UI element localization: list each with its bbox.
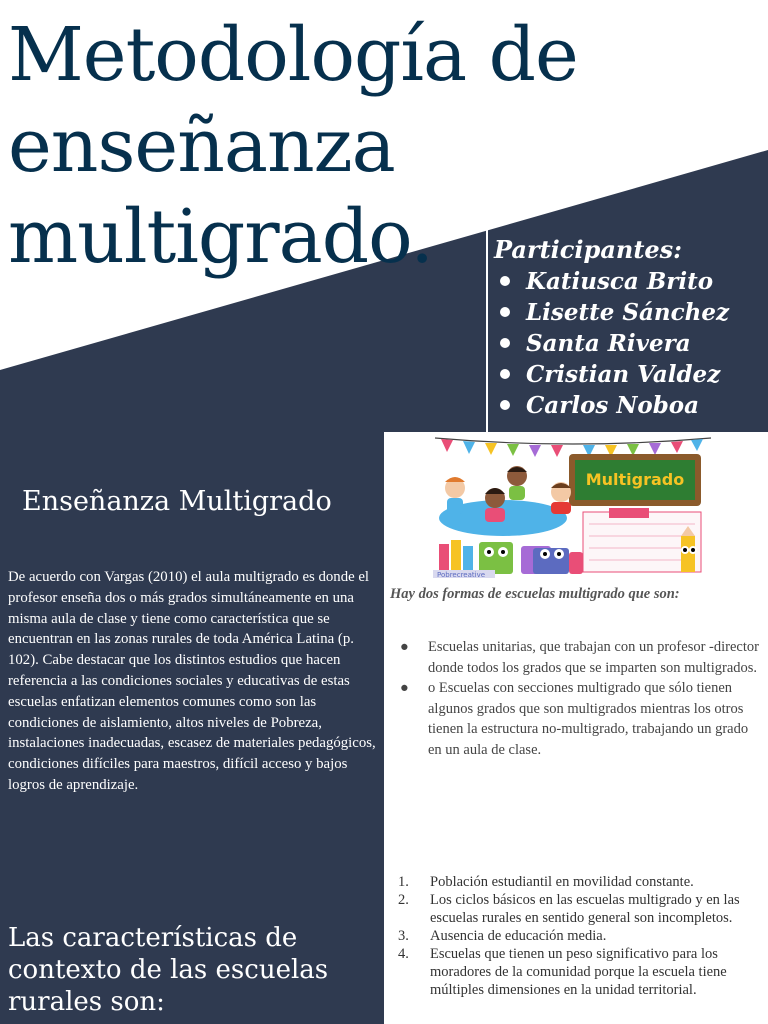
list-item: 2. Los ciclos básicos en las escuelas multigrado y en las escuelas rurales en sentido general son incompletos. xyxy=(398,892,740,926)
list-item: 3. Ausencia de educación media. xyxy=(398,928,607,944)
list-item: 1. Población estudiantil en movilidad constante. xyxy=(398,874,694,890)
context-heading: Las características de contexto de las escuelas rurales son: xyxy=(8,923,329,1017)
page-title: Metodología de enseñanza multigrado. xyxy=(8,12,578,280)
participant-item: Santa Rivera xyxy=(494,328,766,359)
participant-item: Katiusca Brito xyxy=(494,266,766,297)
participant-item: Lisette Sánchez xyxy=(494,297,766,328)
section-heading-multigrado: Enseñanza Multigrado xyxy=(22,486,332,517)
bullet-icon xyxy=(500,338,510,348)
participant-item: Cristian Valdez xyxy=(494,359,766,390)
bullet-icon xyxy=(500,369,510,379)
forms-list xyxy=(398,637,762,761)
bullet-icon: ● xyxy=(400,639,409,655)
characteristics-list xyxy=(398,873,758,999)
participant-item: Carlos Noboa xyxy=(494,390,766,421)
participants-divider xyxy=(486,228,488,432)
illustration-credit: Pobrecreative xyxy=(437,571,486,578)
participants-label: Participantes: xyxy=(494,235,683,264)
forms-title: Hay dos formas de escuelas multigrado que son: xyxy=(390,586,680,602)
participants-list xyxy=(494,266,766,421)
bullet-icon xyxy=(500,307,510,317)
list-item: 4. Escuelas que tienen un peso significativo para los moradores de la comunidad porque la escuela tiene múltiples dimensiones en la unidad territorial. xyxy=(398,946,727,998)
classroom-illustration xyxy=(433,432,713,578)
board-text: Multigrado xyxy=(585,470,685,489)
definition-paragraph: De acuerdo con Vargas (2010) el aula multigrado es donde el profesor enseña dos o más grados simultáneamente en una misma aula de clase y tiene como característica que se encuentran en las zonas rurales de toda América Latina (p. 102). Cabe destacar que los distintos estudios que hacen referencia a las condiciones sociales y educativas de estas escuelas enfatizan elementos comunes como son las condiciones de aislamiento, altos niveles de Pobreza, instalaciones inadecuadas, escasez de materiales pedagógicos, condiciones difíciles para maestros, difícil acceso y bajos logros de aprendizaje. xyxy=(8,569,376,793)
participants-block xyxy=(494,234,766,421)
bullet-icon xyxy=(500,276,510,286)
bullet-icon: ● xyxy=(400,680,409,697)
list-item: ● Escuelas unitarias, que trabajan con un profesor -director donde todos los grados que se imparten son multigrados. xyxy=(400,639,759,676)
bullet-icon xyxy=(500,400,510,410)
list-item: ● o Escuelas con secciones multigrado que sólo tienen algunos grados que son multigrados mientras los otros tienen la estructura no-multigrado, trabajando un grado en un aula de clase. xyxy=(400,680,749,758)
